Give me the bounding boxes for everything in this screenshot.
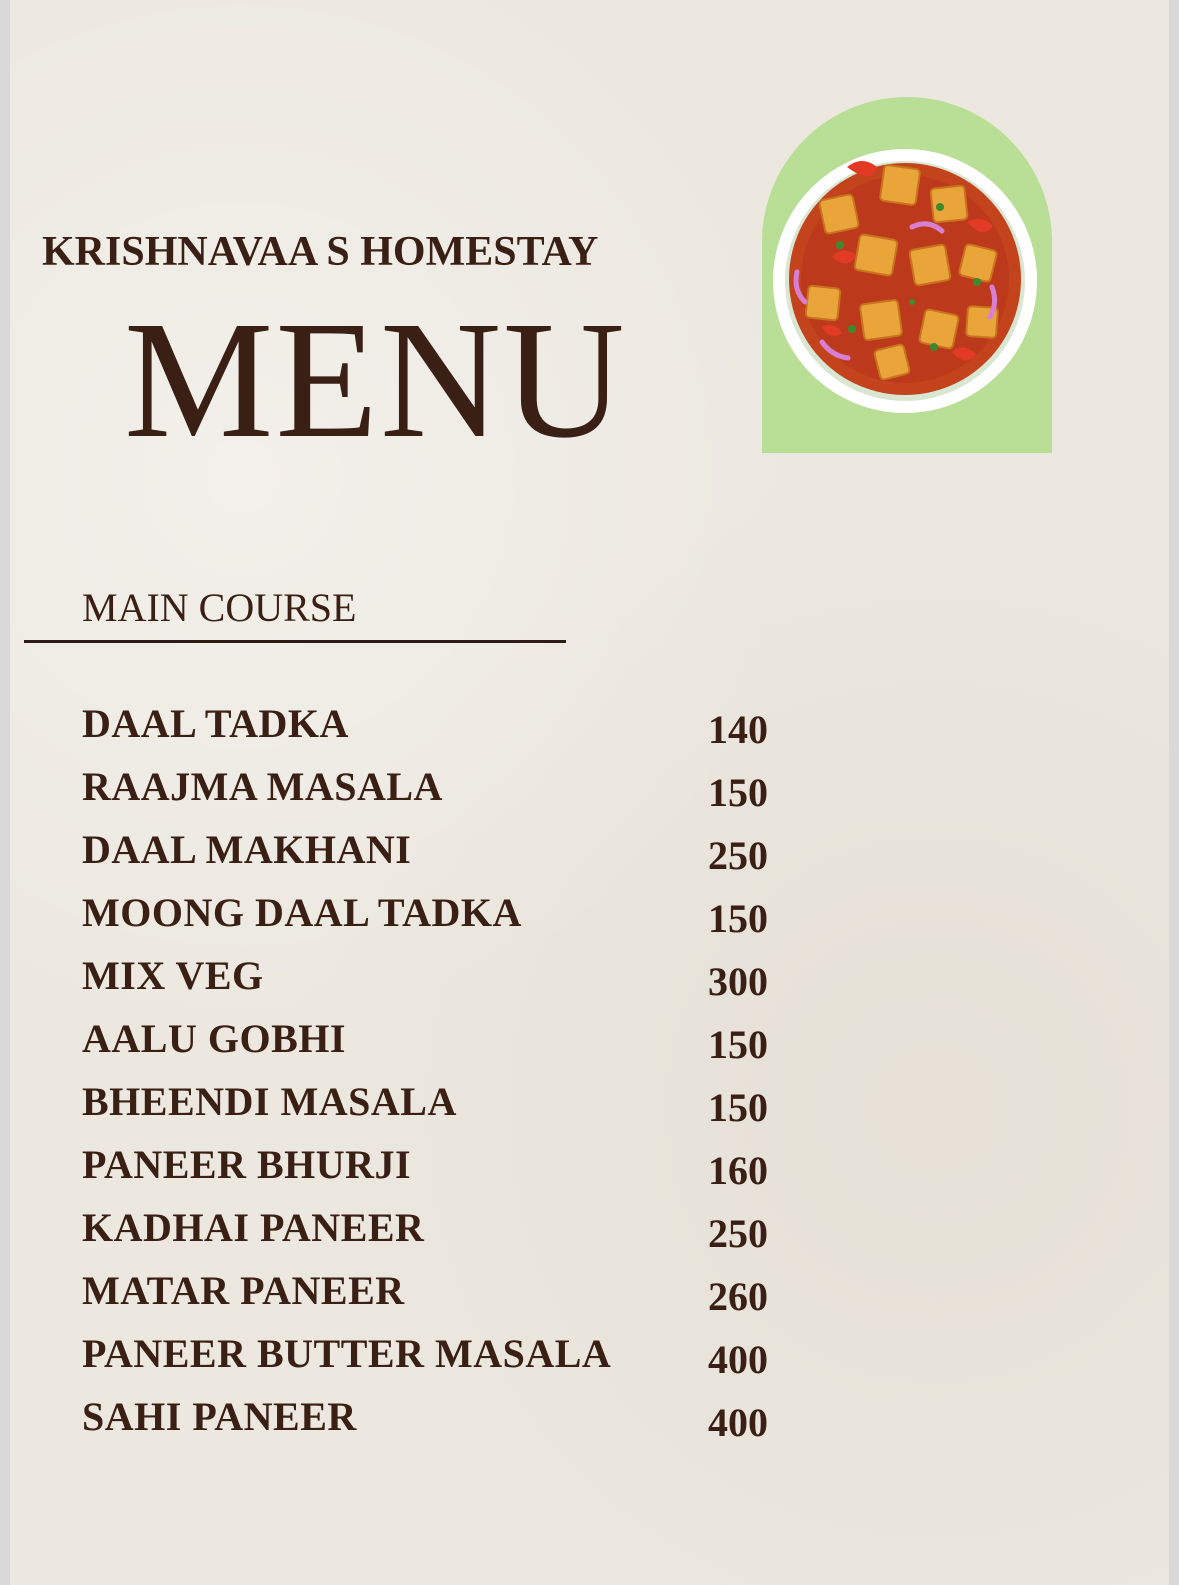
menu-item-price: 260	[708, 1274, 768, 1319]
menu-item-price: 150	[708, 896, 768, 941]
menu-item-name: PANEER BUTTER MASALA	[82, 1331, 612, 1376]
menu-item	[82, 1393, 802, 1456]
curry-bowl-image	[762, 97, 1052, 453]
menu-item	[82, 826, 802, 889]
menu-item-name: MATAR PANEER	[82, 1268, 405, 1313]
menu-item-price: 250	[708, 1211, 768, 1256]
menu-item	[82, 889, 802, 952]
menu-page	[10, 0, 1169, 1585]
menu-item	[82, 1330, 802, 1393]
menu-item-name: AALU GOBHI	[82, 1016, 346, 1061]
page-title: MENU	[124, 287, 627, 473]
menu-item-name: DAAL MAKHANI	[82, 827, 412, 872]
menu-item	[82, 763, 802, 826]
menu-item	[82, 1015, 802, 1078]
menu-item-price: 400	[708, 1337, 768, 1382]
menu-item-price: 160	[708, 1148, 768, 1193]
menu-item	[82, 1204, 802, 1267]
menu-item-name: MOONG DAAL TADKA	[82, 890, 522, 935]
menu-item-name: KADHAI PANEER	[82, 1205, 425, 1250]
menu-item	[82, 700, 802, 763]
menu-item-name: MIX VEG	[82, 953, 264, 998]
menu-item-price: 140	[708, 707, 768, 752]
menu-item-list	[82, 700, 802, 1456]
section-divider	[24, 640, 566, 643]
brand-name: KRISHNAVAA S HOMESTAY	[42, 229, 599, 275]
menu-item-name: SAHI PANEER	[82, 1394, 357, 1439]
menu-item-name: PANEER BHURJI	[82, 1142, 412, 1187]
menu-item	[82, 1078, 802, 1141]
menu-item-price: 400	[708, 1400, 768, 1445]
menu-item-price: 150	[708, 1022, 768, 1067]
menu-item-name: RAAJMA MASALA	[82, 764, 443, 809]
menu-item	[82, 1141, 802, 1204]
menu-item	[82, 1267, 802, 1330]
menu-item-name: BHEENDI MASALA	[82, 1079, 457, 1124]
menu-item-name: DAAL TADKA	[82, 701, 349, 746]
menu-item-price: 300	[708, 959, 768, 1004]
menu-item-price: 250	[708, 833, 768, 878]
menu-item	[82, 952, 802, 1015]
menu-item-price: 150	[708, 770, 768, 815]
menu-item-price: 150	[708, 1085, 768, 1130]
section-title: MAIN COURSE	[82, 585, 357, 630]
